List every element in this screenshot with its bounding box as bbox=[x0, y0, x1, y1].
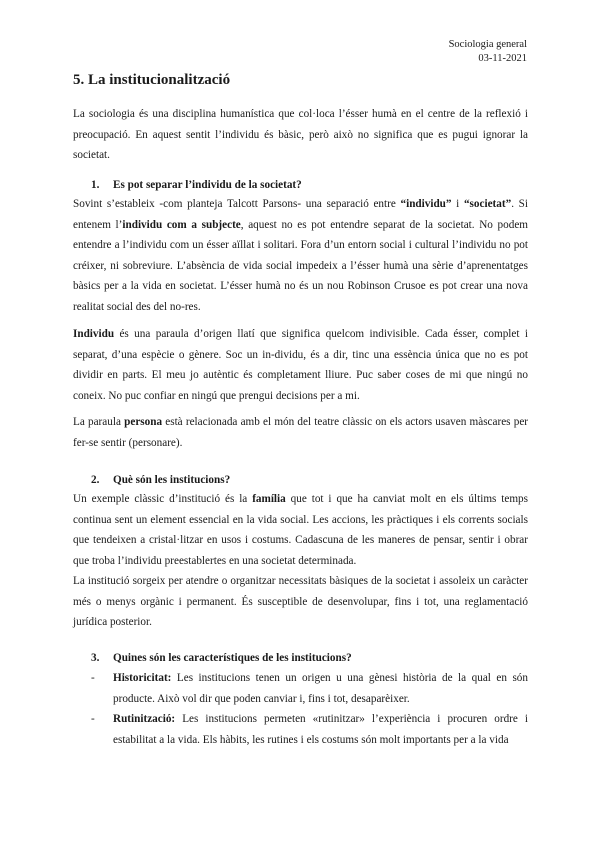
section-1-paragraph-3 bbox=[73, 412, 528, 453]
list-item-text: Les institucions permeten «rutinitzar» l’experiència i procuren ordre i estabilitat a la vida. Els hàbits, les rutines i els costums són molt importants per a la vida bbox=[113, 713, 528, 746]
document-date: 03-11-2021 bbox=[478, 53, 527, 64]
section-2-heading-text: Què són les institucions? bbox=[113, 474, 231, 486]
text-run: és una paraula d’origen llatí que significa quelcom indivisible. Cada ésser, complet i separat, d’una espècie o gènere. Soc un in-dividu, és a dir, tinc una essència única que no es pot dividir en parts. El meu jo autèntic és completament lliure. Puc saber coses de mi que ningú no coneix. No puc confiar en ningú que prengui decisions per a mi. bbox=[73, 328, 528, 402]
section-1-number: 1. bbox=[91, 179, 100, 191]
section-3-number: 3. bbox=[91, 652, 100, 664]
section-1-heading bbox=[91, 179, 302, 191]
section-2-paragraph-1 bbox=[73, 489, 528, 571]
list-dash: - bbox=[91, 713, 95, 725]
list-item-label: Historicitat: bbox=[113, 672, 172, 684]
section-2-paragraph-2: La institució sorgeix per atendre o organitzar necessitats bàsiques de la societat i assoleix un caràcter més o menys orgànic i permanent. És susceptible de desenvolupar, fins i tot, una reglamentació jurídica posterior. bbox=[73, 575, 528, 628]
list-item bbox=[91, 668, 528, 709]
text-run: Sovint s’estableix -com planteja Talcott Parsons- una separació entre bbox=[73, 198, 401, 210]
section-title: 5. La institucionalització bbox=[73, 72, 231, 88]
term-societat: “societat” bbox=[463, 198, 512, 210]
section-3-heading bbox=[91, 652, 352, 664]
term-individu-subjecte: individu com a subjecte bbox=[122, 218, 241, 231]
page-header bbox=[449, 38, 527, 66]
term-individu: “individu” bbox=[400, 198, 452, 210]
list-item bbox=[91, 709, 528, 750]
course-name: Sociologia general bbox=[448, 39, 527, 50]
characteristics-list bbox=[91, 668, 528, 750]
term-individu-definition: Individu bbox=[73, 328, 115, 340]
term-familia: família bbox=[252, 493, 286, 505]
text-run: està relacionada amb el món del teatre clàssic on els actors usaven màscares per fer-se sentir (personare). bbox=[73, 416, 529, 449]
text-run: que tot i que ha canviat molt en els últims temps continua sent un element essencial en la vida social. Les accions, les pràctiques i els corrents socials que tendeixen a cristal·litzar en usos i costums. Cadascuna de les maneres de pensar, sentir i obrar que troba l’individu preestablertes en una societat determinada. bbox=[73, 493, 528, 567]
section-1-paragraph-2 bbox=[73, 324, 528, 406]
term-persona: persona bbox=[124, 416, 163, 428]
list-item-label: Rutinització: bbox=[113, 713, 176, 725]
text-run: . Si entenem l’ bbox=[73, 198, 528, 231]
text-run: Un exemple clàssic d’institució és la bbox=[73, 493, 253, 505]
section-1-heading-text: Es pot separar l’individu de la societat? bbox=[113, 179, 302, 191]
section-3-heading-text: Quines són les característiques de les institucions? bbox=[113, 652, 352, 664]
list-item-text: Les institucions tenen un origen u una gènesi història de la qual en són producte. Això vol dir que poden canviar i, fins i tot, desaparèixer. bbox=[113, 672, 528, 705]
text-run: La paraula bbox=[73, 416, 125, 428]
section-1-paragraph-1 bbox=[73, 194, 528, 317]
list-dash: - bbox=[91, 672, 95, 684]
intro-paragraph: La sociologia és una disciplina humanística que col·loca l’ésser humà en el centre de la reflexió i preocupació. En aquest sentit l’individu és bàsic, però això no significa que es pugui ignorar la societat. bbox=[73, 108, 528, 161]
section-2-number: 2. bbox=[91, 474, 100, 486]
text-run: i bbox=[451, 198, 464, 210]
section-2-heading bbox=[91, 474, 230, 486]
text-run: , aquest no es pot entendre separat de la societat. No podem entendre a l’individu com un ésser aïllat i solitari. Fora d’un entorn social i cultural l’individu no pot créixer, ni sobreviure. L’absència de vida social impedeix a l’ésser humà una sèrie d’aprenentatges bàsics per a la vida en societat. L’ésser humà no és un nou Robinson Crusoe es pot crear una nova realitat social des del no-res. bbox=[73, 218, 528, 313]
